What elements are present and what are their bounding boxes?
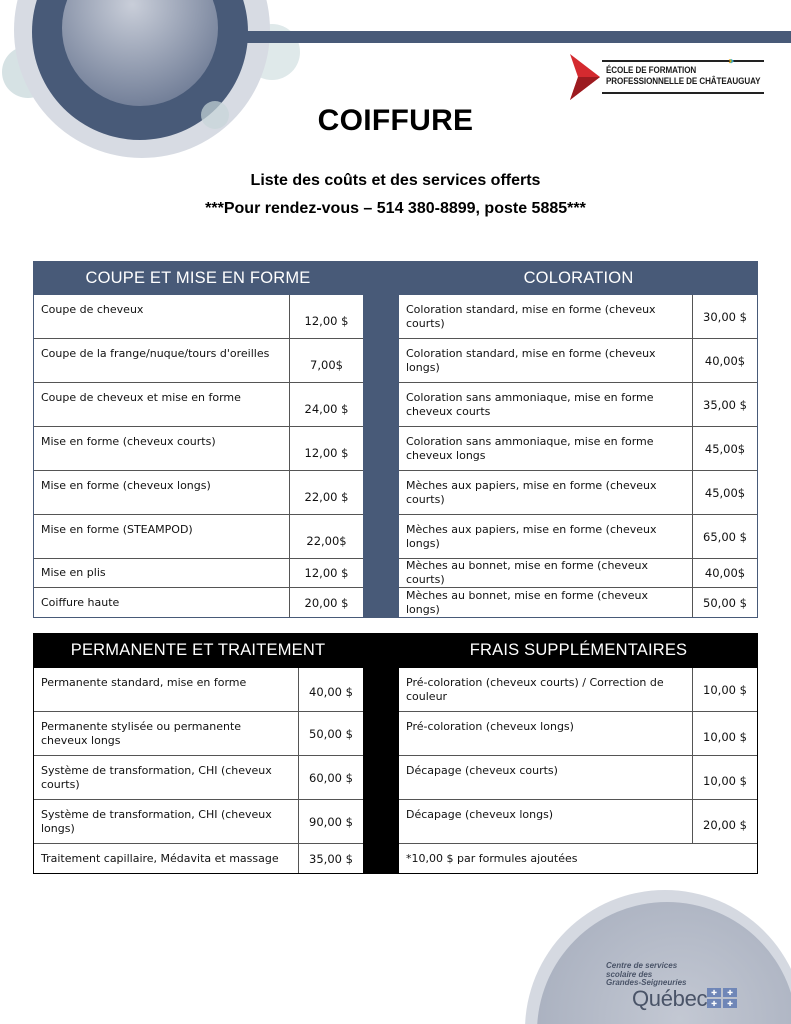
service-label: Coupe de cheveux xyxy=(34,295,290,338)
service-price: 10,00 $ xyxy=(703,682,747,697)
logo-line-1: ÉCOLE DE FORMATION xyxy=(606,64,697,75)
services-table-top xyxy=(33,261,758,618)
table-row xyxy=(399,515,757,559)
service-label: Pré-coloration (cheveux longs) xyxy=(399,712,693,755)
decorative-circle xyxy=(0,0,300,170)
service-label: Pré-coloration (cheveux courts) / Correction de couleur xyxy=(399,668,693,711)
service-price: 12,00 $ xyxy=(304,566,349,580)
service-price: 10,00 $ xyxy=(703,773,747,788)
service-label: Coloration sans ammoniaque, mise en forme cheveux courts xyxy=(399,383,693,426)
school-logo xyxy=(568,50,768,105)
table-row xyxy=(34,383,363,427)
frais-note: *10,00 $ par formules ajoutées xyxy=(406,852,578,865)
service-label: Coiffure haute xyxy=(34,588,290,617)
table-row xyxy=(399,295,757,339)
service-price: 50,00 $ xyxy=(309,726,353,741)
section-header-frais: FRAIS SUPPLÉMENTAIRES xyxy=(469,641,688,659)
table-row xyxy=(399,756,757,800)
org-line-2: scolaire des xyxy=(606,969,653,979)
org-line-3: Grandes-Seigneuries xyxy=(606,978,687,987)
service-label: Système de transformation, CHI (cheveux courts) xyxy=(34,756,299,799)
table-row xyxy=(34,800,363,844)
table-row xyxy=(34,515,363,559)
service-label: Mèches au bonnet, mise en forme (cheveux courts) xyxy=(399,559,693,587)
table-row xyxy=(34,756,363,800)
service-price: 22,00$ xyxy=(306,533,347,548)
appointment-info: ***Pour rendez-vous – 514 380-8899, poste 5885*** xyxy=(205,200,586,217)
logo-line-2: PROFESSIONNELLE DE CHÂTEAUGUAY xyxy=(606,75,761,86)
service-price: 20,00 $ xyxy=(304,595,349,610)
service-label: Coloration sans ammoniaque, mise en forme cheveux longs xyxy=(399,427,693,470)
service-price: 30,00 $ xyxy=(703,309,747,324)
service-price: 40,00$ xyxy=(704,353,746,368)
table-row xyxy=(399,559,757,588)
service-price: 90,00 $ xyxy=(309,814,353,829)
service-label: Mèches aux papiers, mise en forme (cheveux longs) xyxy=(399,515,693,558)
table-row xyxy=(399,712,757,756)
service-label: Mise en forme (STEAMPOD) xyxy=(34,515,290,558)
service-price: 10,00 $ xyxy=(703,729,747,744)
permanente-list xyxy=(34,668,363,873)
section-header-coupe: COUPE ET MISE EN FORME xyxy=(85,269,311,287)
org-line-1: Centre de services xyxy=(606,961,678,970)
table-row xyxy=(34,427,363,471)
service-price: 65,00 $ xyxy=(703,529,747,544)
page-subtitle: Liste des coûts et des services offerts xyxy=(250,172,541,189)
table-row xyxy=(34,844,363,873)
service-price: 24,00 $ xyxy=(304,401,349,416)
service-price: 45,00$ xyxy=(704,441,746,456)
service-label: Permanente stylisée ou permanente cheveux longs xyxy=(34,712,299,755)
service-label: Coupe de cheveux et mise en forme xyxy=(34,383,290,426)
service-price: 45,00$ xyxy=(704,485,746,500)
section-header-coloration: COLORATION xyxy=(523,269,634,287)
services-table-bottom xyxy=(33,633,758,874)
service-label: Coloration standard, mise en forme (cheveux longs) xyxy=(399,339,693,382)
service-label: Mise en plis xyxy=(34,559,290,587)
quebec-flag-icon: ✚ ✚ ✚ ✚ xyxy=(707,988,737,1008)
service-label: Mise en forme (cheveux courts) xyxy=(34,427,290,470)
service-price: 40,00$ xyxy=(704,566,746,580)
service-label: Mèches aux papiers, mise en forme (cheveux courts) xyxy=(399,471,693,514)
service-price: 20,00 $ xyxy=(703,817,747,832)
table-row xyxy=(34,588,363,617)
page-title: COIFFURE xyxy=(317,104,474,137)
service-price: 12,00 $ xyxy=(304,445,349,460)
service-label: Système de transformation, CHI (cheveux longs) xyxy=(34,800,299,843)
service-label: Coupe de la frange/nuque/tours d'oreilles xyxy=(34,339,290,382)
table-row xyxy=(34,668,363,712)
table-row xyxy=(399,471,757,515)
service-price: 50,00 $ xyxy=(703,595,747,610)
service-label: Décapage (cheveux courts) xyxy=(399,756,693,799)
section-header-permanente: PERMANENTE ET TRAITEMENT xyxy=(70,641,326,659)
frais-list xyxy=(399,668,757,873)
header-bar xyxy=(235,31,791,43)
service-price: 35,00 $ xyxy=(703,397,747,412)
coloration-list xyxy=(399,295,757,617)
service-label: Mise en forme (cheveux longs) xyxy=(34,471,290,514)
service-label: Décapage (cheveux longs) xyxy=(399,800,693,843)
service-price: 40,00 $ xyxy=(309,684,353,699)
table-row xyxy=(399,800,757,844)
coupe-list xyxy=(34,295,363,617)
service-label: Permanente standard, mise en forme xyxy=(34,668,299,711)
table-row xyxy=(399,383,757,427)
service-price: 60,00 $ xyxy=(309,770,353,785)
table-row xyxy=(399,427,757,471)
quebec-wordmark: Québec xyxy=(632,986,708,1011)
table-row xyxy=(34,295,363,339)
table-row-note xyxy=(399,844,757,873)
table-row xyxy=(399,668,757,712)
service-price: 22,00 $ xyxy=(304,489,349,504)
service-label: Traitement capillaire, Médavita et massage xyxy=(34,844,299,873)
table-row xyxy=(34,339,363,383)
table-row xyxy=(34,471,363,515)
logo-arrows-icon: ››› xyxy=(728,56,732,67)
service-price: 12,00 $ xyxy=(304,313,349,328)
org-name xyxy=(606,962,686,988)
table-row xyxy=(399,588,757,617)
service-price: 7,00$ xyxy=(310,357,343,372)
table-row xyxy=(399,339,757,383)
service-label: Coloration standard, mise en forme (cheveux courts) xyxy=(399,295,693,338)
service-label: Mèches au bonnet, mise en forme (cheveux longs) xyxy=(399,588,693,617)
logo-chevron-icon xyxy=(568,52,602,102)
table-row xyxy=(34,559,363,588)
table-row xyxy=(34,712,363,756)
service-price: 35,00 $ xyxy=(309,851,353,866)
